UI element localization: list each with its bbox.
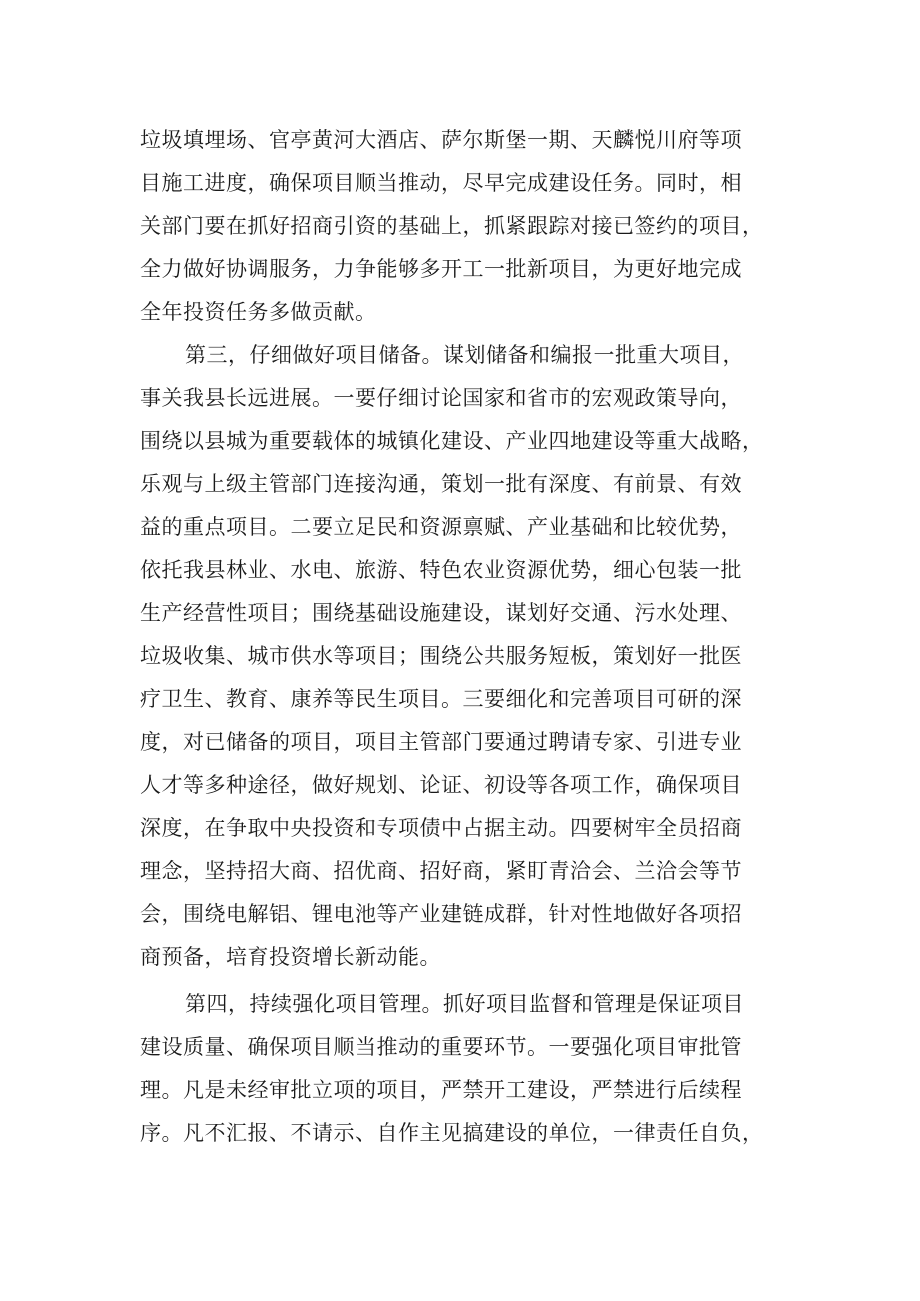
text-line: 生产经营性项目；围绕基础设施建设，谋划好交通、污水处理、 xyxy=(140,601,742,625)
paragraph-start-line: 第四，持续强化项目管理。抓好项目监督和管理是保证项目 xyxy=(185,992,744,1016)
text-line: 关部门要在抓好招商引资的基础上，抓紧跟踪对接已签约的项目， xyxy=(140,214,764,238)
text-line: 垃圾收集、城市供水等项目；围绕公共服务短板，策划好一批医 xyxy=(140,644,742,668)
text-line: 理。凡是未经审批立项的项目，严禁开工建设，严禁进行后续程 xyxy=(140,1078,742,1102)
text-line: 目施工进度，确保项目顺当推动，尽早完成建设任务。同时，相 xyxy=(140,171,742,195)
text-line: 依托我县林业、水电、旅游、特色农业资源优势，细心包装一批 xyxy=(140,558,742,582)
text-line: 全力做好协调服务，力争能够多开工一批新项目，为更好地完成 xyxy=(140,257,742,281)
text-line: 度，对已储备的项目，项目主管部门要通过聘请专家、引进专业 xyxy=(140,730,742,754)
text-line: 会，围绕电解铝、锂电池等产业建链成群，针对性地做好各项招 xyxy=(140,902,742,926)
text-line: 建设质量、确保项目顺当推动的重要环节。一要强化项目审批管 xyxy=(140,1035,742,1059)
text-line: 围绕以县城为重要载体的城镇化建设、产业四地建设等重大战略， xyxy=(140,429,764,453)
text-line: 全年投资任务多做贡献。 xyxy=(140,300,377,324)
text-line: 商预备，培育投资增长新动能。 xyxy=(140,945,441,969)
text-line: 疗卫生、教育、康养等民生项目。三要细化和完善项目可研的深 xyxy=(140,687,742,711)
text-line: 事关我县长远进展。一要仔细讨论国家和省市的宏观政策导向， xyxy=(140,386,742,410)
text-line: 人才等多种途径，做好规划、论证、初设等各项工作，确保项目 xyxy=(140,773,742,797)
text-line: 序。凡不汇报、不请示、自作主见搞建设的单位，一律责任自负， xyxy=(140,1121,764,1145)
text-line: 理念，坚持招大商、招优商、招好商，紧盯青洽会、兰洽会等节 xyxy=(140,859,742,883)
text-line: 乐观与上级主管部门连接沟通，策划一批有深度、有前景、有效 xyxy=(140,472,742,496)
text-line: 垃圾填埋场、官亭黄河大酒店、萨尔斯堡一期、天麟悦川府等项 xyxy=(140,128,742,152)
text-line: 深度，在争取中央投资和专项债中占据主动。四要树牢全员招商 xyxy=(140,816,742,840)
text-line: 益的重点项目。二要立足民和资源禀赋、产业基础和比较优势， xyxy=(140,515,742,539)
paragraph-start-line: 第三，仔细做好项目储备。谋划储备和编报一批重大项目， xyxy=(185,343,744,367)
